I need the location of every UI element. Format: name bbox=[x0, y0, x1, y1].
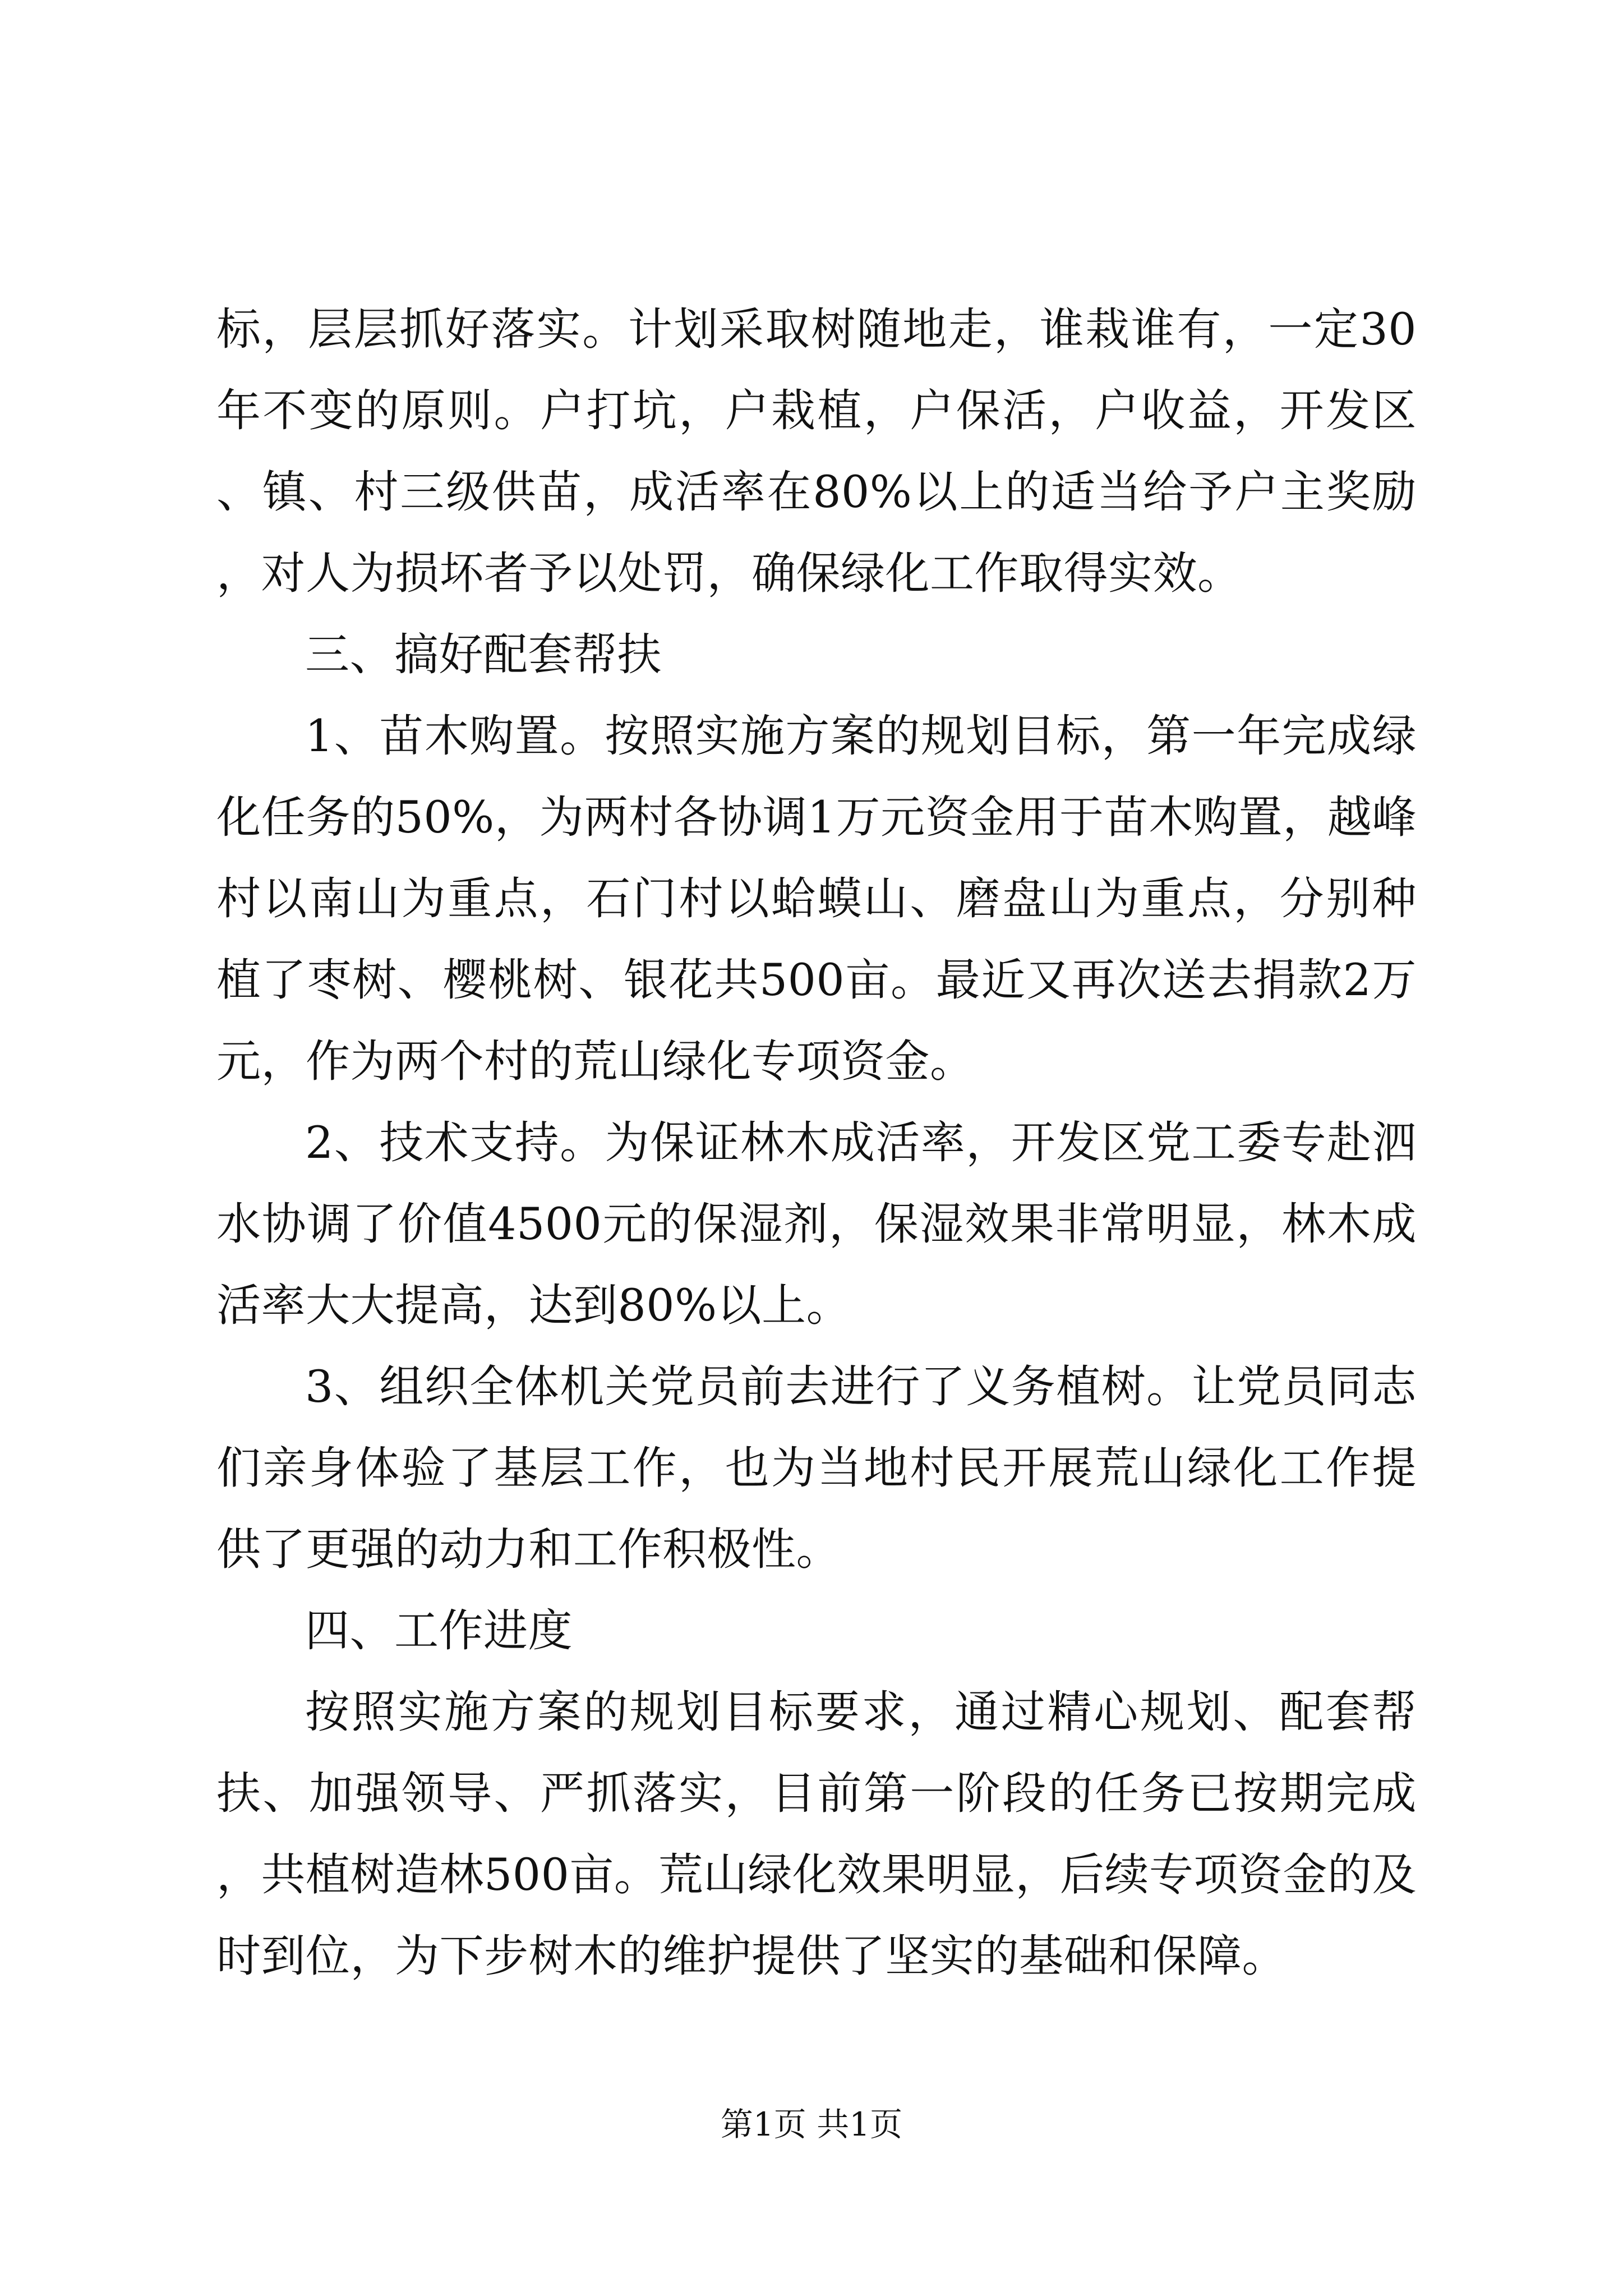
document-body bbox=[216, 289, 1417, 1997]
paragraph-volunteer-planting: 3、组织全体机关党员前去进行了义务植树。让党员同志们亲身体验了基层工作，也为当地村民开展荒山绿化工作提供了更强的动力和工作积极性。 bbox=[216, 1361, 1417, 1575]
page-footer: 第1页 共1页 bbox=[720, 2105, 903, 2143]
section-heading-progress: 四、工作进度 bbox=[305, 1605, 573, 1657]
paragraph-progress: 按照实施方案的规划目标要求，通过精心规划、配套帮扶、加强领导、严抓落实，目前第一阶段的任务已按期完成，共植树造林500亩。荒山绿化效果明显，后续专项资金的及时到位，为下步树木的维护提供了坚实的基础和保障。 bbox=[216, 1686, 1417, 1982]
paragraph-technical-support: 2、技术支持。为保证林木成活率，开发区党工委专赴泗水协调了价值4500元的保湿剂，保湿效果非常明显，林木成活率大大提高，达到80%以上。 bbox=[216, 1117, 1417, 1331]
paragraph-seedling-purchase: 1、苗木购置。按照实施方案的规划目标，第一年完成绿化任务的50%，为两村各协调1万元资金用于苗木购置，越峰村以南山为重点，石门村以蛤蟆山、磨盘山为重点，分别种植了枣树、樱桃树、银花共500亩。最近又再次送去捐款2万元，作为两个村的荒山绿化专项资金。 bbox=[216, 710, 1417, 1087]
section-heading-support: 三、搞好配套帮扶 bbox=[305, 629, 662, 680]
paragraph-continuation: 标，层层抓好落实。计划采取树随地走，谁栽谁有，一定30年不变的原则。户打坑，户栽植，户保活，户收益，开发区、镇、村三级供苗，成活率在80%以上的适当给予户主奖励，对人为损坏者予以处罚，确保绿化工作取得实效。 bbox=[216, 303, 1417, 599]
